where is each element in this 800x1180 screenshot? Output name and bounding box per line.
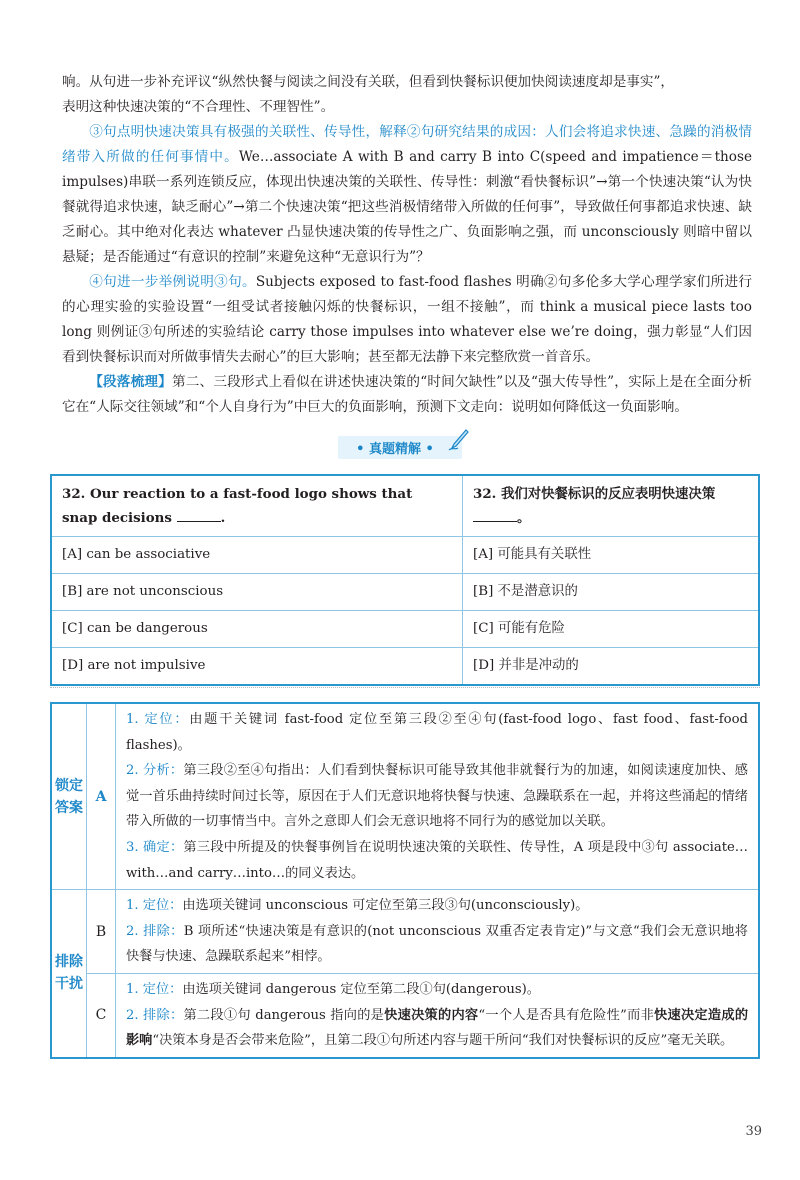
paragraph-2 — [62, 120, 752, 270]
paragraph-1 — [62, 70, 752, 120]
option-row-d — [51, 648, 759, 686]
question-stem-en: 32. Our reaction to a fast-food logo shows that snap decisions . — [51, 475, 463, 537]
option-letter-c: C — [87, 973, 116, 1057]
exclude-distractor-label: 排除 干扰 — [51, 890, 87, 1058]
option-c-cn: [C] 可能有危险 — [463, 611, 760, 648]
page-number: 39 — [745, 1124, 762, 1139]
p2-highlight: ③句点明快速决策具有极强的关联性、传导性，解释②句研究结果的成因：人们会将追求快速、急躁的消极情绪带入所做的任何事情中。 — [62, 124, 752, 165]
p4-body: 第二、三段形式上看似在讲述快速决策的“时间欠缺性”以及“强大传导性”，实际上是在全面分析它在“人际交往领域”和“个人自身行为”中巨大的负面影响，预测下文走向：说明如何降低这一负面影响。 — [62, 374, 753, 415]
option-d-cn: [D] 并非是冲动的 — [463, 648, 760, 686]
analysis-row-a — [51, 703, 759, 890]
analysis-row-c — [51, 973, 759, 1057]
option-a-en: [A] can be associative — [51, 537, 463, 574]
p2-body: We…associate A with B and carry B into C(speed and impatience＝those impulses)串联一系列连锁反应，体现出快速决策的关联性、传导性：刺激“看快餐标识”→第一个快速决策“认为快餐就得追求快速，缺乏耐心”→第二个快速决策“把这些消极情绪带入所做的任何事”，导致做任何事都追求快速、缺乏耐心。其中绝对化表达 whatever 凸显快速决策的传导性之广、负面影响之强，而 unconsciously 则暗中留以悬疑；是否能通过“有意识的控制”来避免这种“无意识行为”？ — [62, 149, 753, 265]
section-title-text: • 真题精解 • — [356, 442, 434, 457]
lock-answer-label: 锁定 答案 — [51, 703, 87, 890]
divider — [50, 687, 760, 688]
analysis-table — [50, 702, 760, 1059]
option-d-en: [D] are not impulsive — [51, 648, 463, 686]
p1-line1: 响。从句进一步补充评议“纵然快餐与阅读之间没有关联，但看到快餐标识便加快阅读速度却是事实”， — [62, 74, 675, 90]
option-row-b — [51, 574, 759, 611]
p1-line2: 表明这种快速决策的“不合理性、不理智性”。 — [62, 99, 335, 115]
option-b-en: [B] are not unconscious — [51, 574, 463, 611]
option-letter-b: B — [87, 890, 116, 974]
option-a-cn: [A] 可能具有关联性 — [463, 537, 760, 574]
analysis-b-body: 1. 定位：由选项关键词 unconscious 可定位至第三段③句(unconsciously)。 2. 排除：B 项所述“快速决策是有意识的(not unconscious 双重否定表肯定)”与文意“我们会无意识地将快餐与快速、急躁联系起来”相悖。 — [116, 890, 760, 974]
section-title — [0, 436, 800, 459]
question-stem-cn: 32. 我们对快餐标识的反应表明快速决策。 — [463, 475, 760, 537]
analysis-c-body: 1. 定位：由选项关键词 dangerous 定位至第二段①句(dangerous)。 2. 排除：第二段①句 dangerous 指向的是快速决策的内容“一个人是否具有危险性”而非快速决定造成的影响“决策本身是否会带来危险”，且第二段①句所述内容与题干所问“我们对快餐标识的反应”毫无关联。 — [116, 973, 760, 1057]
p4-tag: 【段落梳理】 — [89, 374, 172, 390]
option-letter-a: A — [87, 703, 116, 890]
section-title-box — [338, 436, 462, 459]
paragraph-3 — [62, 270, 752, 370]
option-b-cn: [B] 不是潜意识的 — [463, 574, 760, 611]
option-c-en: [C] can be dangerous — [51, 611, 463, 648]
question-stem-row — [51, 475, 759, 537]
p3-body: Subjects exposed to fast-food flashes 明确②句多伦多大学心理学家们所进行的心理实验的实验设置“一组受试者接触闪烁的快餐标识，一组不接触”，而 think a musical piece lasts too long 则例证③句所述的实验结论 carry those impulses into whatever else we’re doing，强力彰显“人们因看到快餐标识而对所做事情失去耐心”的巨大影响；甚至都无法静下来完整欣赏一首音乐。 — [62, 274, 752, 365]
p3-highlight: ④句进一步举例说明③句。 — [89, 274, 256, 290]
option-row-a — [51, 537, 759, 574]
answer-blank-cn — [473, 509, 517, 522]
analysis-row-b — [51, 890, 759, 974]
option-row-c — [51, 611, 759, 648]
pen-icon — [446, 428, 470, 452]
paragraph-4 — [62, 370, 752, 420]
analysis-a-body: 1. 定位：由题干关键词 fast-food 定位至第三段②至④句(fast-food logo、fast food、fast-food flashes)。 2. 分析：第三段②至④句指出：人们看到快餐标识可能导致其他非就餐行为的加速，如阅读速度加快、感觉一首乐曲持续时间过长等，原因在于人们无意识地将快餐与快速、急躁联系在一起，并将这些涌起的情绪带入所做的一切事情当中。言外之意即人们会无意识地将不同行为的感觉加以关联。 3. 确定：第三段中所提及的快餐事例旨在说明快速决策的关联性、传导性，A 项是段中③句 associate…with…and carry…into…的同义表达。 — [116, 703, 760, 890]
answer-blank — [177, 509, 221, 522]
question-table — [50, 474, 760, 686]
